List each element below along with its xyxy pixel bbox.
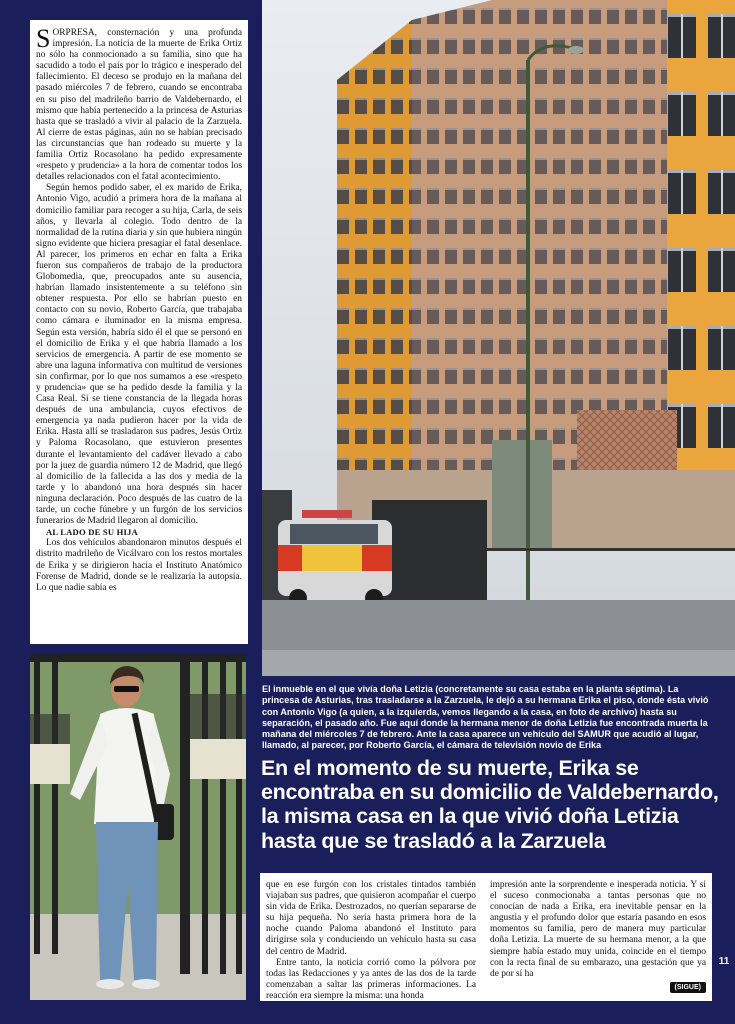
drop-cap: S [36,24,51,53]
article-paragraph: Los dos vehículos abandonaron minutos después el distrito madrileño de Vicálvaro con los restos mortales de Erika y se dirigieron hacia el Instituto Anatómico Forense de Madrid, donde se le realizaría la autopsia. Lo que nadie sabía es [36,538,242,593]
ambulance-vehicle [278,510,392,607]
article-paragraph: Según hemos podido saber, el ex marido de Erika, Antonio Vigo, acudió a primera hora de la mañana al domicilio familiar para recoger a su hija, Carla, de seis años, y llevarla al colegio. Todo dentro de la normalidad de la rutina diaria y sin que hubiera ningún signo evidente que hiciera presagiar el fatal desenlace. Al parecer, los primeros en echar en falta a Erika fueron sus compañeros de trabajo de la productora Globomedia, que, preocupados ante su ausencia, habrían llamado insistentemente a su teléfono sin obtener respuesta. Por ello se habrían puesto en contacto con su novio, Roberto García, que trabajaba como cámara e iluminador en la misma empresa. Según esta versión, habría sido él el que se personó en el domicilio de Erika y el que habría llamado a los servicios de emergencia. A partir de ese momento se abre una laguna informativa con multitud de versiones sin confirmar, por lo que nos sumamos a ese «respeto y prudencia» que se ha pedido desde la familia y la Casa Real. Sí se tiene constancia de la llegada horas después de una ambulancia, cuyos efectivos de emergencia ya nada pudieron hacer por la vida de Erika. Hasta allí se trasladaron sus padres, Jesús Ortiz y Paloma Rocasolano, que estuvieron presentes durante el levantamiento del cadáver llevado a cabo por la juez de guardia número 12 de Madrid, que llegó al domicilio de la fallecida a las dos y media de la tarde y lo abandonó una hora después sin hacer ninguna declaración. Poco después de las cuatro de la tarde, un coche fúnebre y un furgón de los servicios funerarios de Madrid llegaron al domicilio. [36,183,242,527]
article-paragraph: Entre tanto, la noticia corrió como la pólvora por todas las Redacciones y ya antes de las dos de la tarde comenzaban a saltar las primeras informaciones. La reacción era siempre la misma: una honda [266,957,476,1001]
article-subheading: AL LADO DE SU HIJA [46,527,138,538]
man-walking-illustration [30,654,246,1000]
article-column-bottom-2 [482,873,712,1001]
photo-caption: El inmueble en el que vivía doña Letizia (concretamente su casa estaba en la planta séptima). La princesa de Asturias, tras trasladarse a la Zarzuela, le dejó a su hermana Erika el piso, donde ésta vivió con Antonio Vigo (a quien, a la izquierda, vemos llegando a la casa, en foto de archivo) hasta su separación, el pasado año. Fue aquí donde la hermana menor de doña Letizia fue encontrada muerta la mañana del miércoles 7 de febrero. Ante la casa aparece un vehículo del SAMUR que acudió al lugar, llamado, al parecer, por Roberto García, el cámara de televisión novio de Erika [262,684,709,751]
building-illustration [262,0,735,676]
article-column-bottom-1 [260,873,482,1001]
archive-photo-man [30,654,246,1000]
page-number: 11 [718,956,730,967]
article-paragraph: impresión ante la sorprendente e inesperada noticia. Y si el suceso conmocionaba a tantas personas que no conocían de nada a Erika, era inevitable pensar en la angustia y el profundo dolor que estaría pasando en esos momentos su familia, pero de manera muy particular doña Letizia. La muerte de su hermana menor, a la que siempre había estado muy unida, coincide en el tiempo con la recta final de su embarazo, una gestación que ya de por sí ha [490,880,706,979]
paragraph-text: ORPRESA, consternación y una profunda impresión. La noticia de la muerte de Erika Ortiz no sólo ha conmocionado a su familia, sino que ha sacudido a todo el país por lo trágico e inesperado del fallecimiento. El deceso se produjo en la mañana del pasado miércoles 7 de febrero, cuando se encontraba en su piso del madrileño barrio de Valdebernardo, el mismo que había pertenecido a la princesa de Asturias hasta que se trasladó a vivir al palacio de la Zarzuela. Al cierre de estas páginas, aún no se habían precisado las circunstancias que han rodeado su muerte y la familia Ortiz Rocasolano ha pedido expresamente «respeto y prudencia» a la hora de comentar todos los detalles relacionados con el fatal acontecimiento. [36,28,242,183]
continued-tag: (SIGUE) [670,982,706,993]
headline: En el momento de su muerte, Erika se encontraba en su domicilio de Valdebernardo, la misma casa en la que vivió doña Letizia hasta que se trasladó a la Zarzuela [261,756,719,853]
article-column-left [30,20,248,644]
building-photo [262,0,735,676]
article-paragraph: que en ese furgón con los cristales tintados también viajaban sus padres, que quisieron acompañar el cuerpo sin vida de Erika. Destrozados, no querían separarse de su hija pequeña. No sería hasta primera hora de la noche cuando Paloma abandonó el Instituto para dirigirse sola y conduciendo un vehículo hasta su casa del centro de Madrid. [266,880,476,957]
article-paragraph [36,24,242,183]
